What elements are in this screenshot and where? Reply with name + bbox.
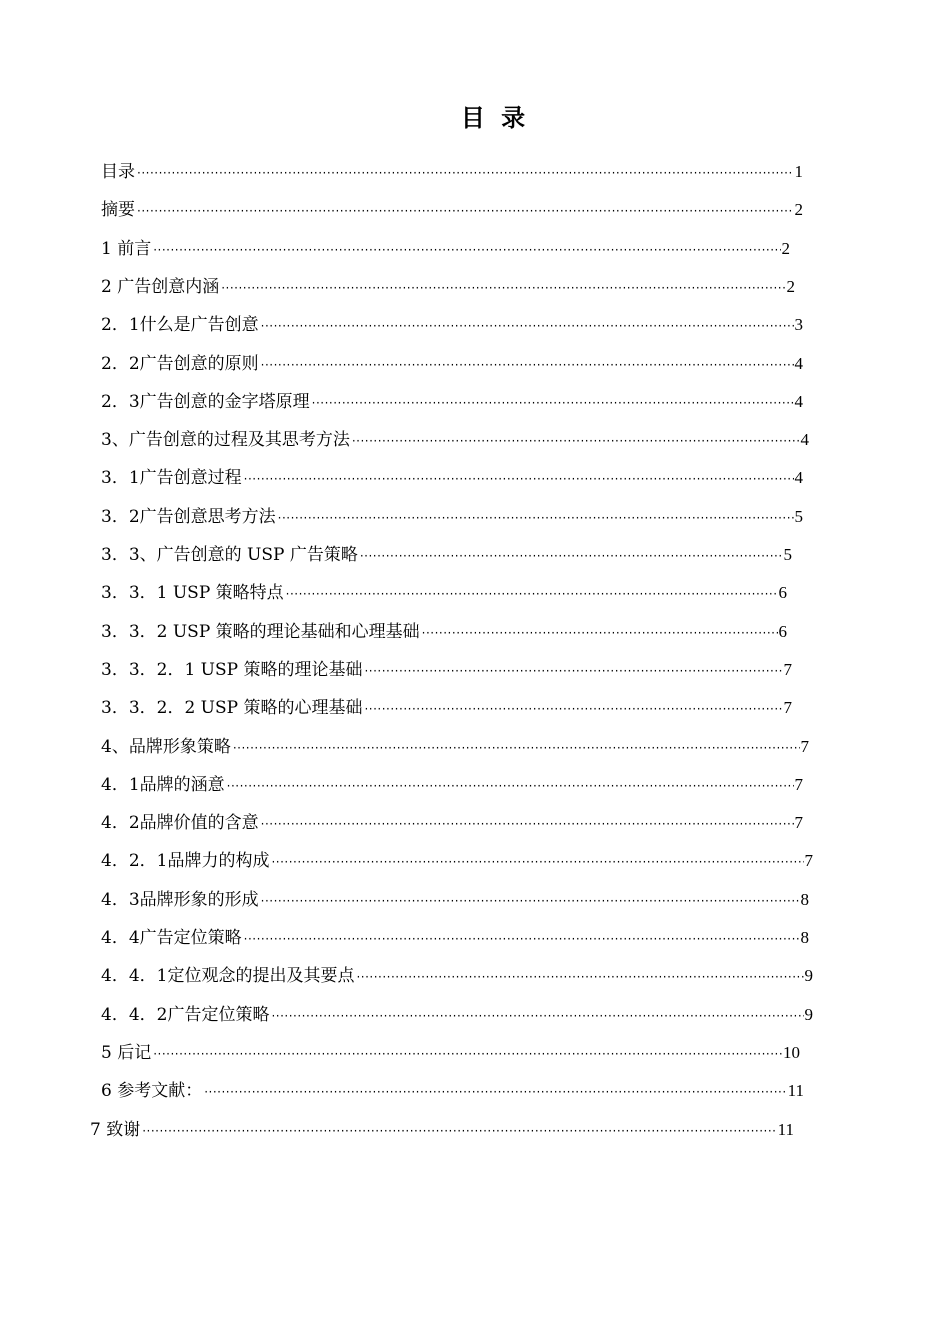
toc-entry[interactable] [101, 421, 809, 459]
toc-entry-page-number: 2 [794, 200, 803, 220]
toc-entry-page-number: 6 [778, 583, 787, 603]
toc-entry-page-number: 7 [783, 698, 792, 718]
toc-entry-label: 6 参考文献： [101, 1081, 203, 1102]
toc-dot-leader [142, 1112, 776, 1150]
toc-entry-label: 2 广告创意内涵 [101, 276, 220, 297]
toc-entry-page-number: 4 [794, 468, 803, 488]
toc-entry[interactable] [90, 1111, 794, 1149]
toc-dot-leader [422, 614, 778, 652]
toc-dot-leader [261, 307, 794, 345]
toc-entry-label: 4．4广告定位策略 [101, 928, 242, 948]
toc-dot-leader [271, 843, 803, 881]
toc-dot-leader [271, 997, 803, 1035]
toc-dot-leader [137, 192, 794, 230]
toc-entry-page-number: 7 [794, 774, 803, 794]
toc-entry-page-number: 1 [794, 162, 803, 181]
toc-entry[interactable] [101, 957, 813, 995]
toc-entry-label: 1 前言 [101, 238, 152, 259]
toc-entry-label: 4．4．1定位观念的提出及其要点 [101, 966, 355, 987]
toc-entry-page-number: 9 [804, 966, 813, 986]
toc-dot-leader [261, 346, 794, 384]
page-title: 目 录 [460, 104, 530, 132]
toc-dot-leader [137, 154, 794, 192]
toc-entry-label: 4、品牌形象策略 [101, 736, 231, 757]
toc-dot-leader [278, 499, 794, 537]
toc-entry-label: 4．3品牌形象的形成 [101, 889, 259, 910]
toc-entry-page-number: 7 [800, 736, 809, 756]
toc-entry-page-number: 3 [794, 315, 803, 335]
toc-entry[interactable] [101, 383, 803, 421]
toc-dot-leader [204, 1073, 786, 1111]
toc-entry[interactable] [101, 1072, 804, 1110]
toc-entry-page-number: 7 [804, 851, 813, 871]
toc-entry-page-number: 7 [783, 659, 792, 679]
toc-entry-page-number: 11 [787, 1081, 804, 1101]
toc-entry-label: 2．3广告创意的金字塔原理 [101, 391, 310, 412]
toc-dot-leader [244, 460, 794, 498]
toc-entry-label: 3．2广告创意思考方法 [101, 506, 276, 527]
toc-entry[interactable] [101, 996, 813, 1034]
toc-entry-label: 摘要 [101, 200, 135, 221]
toc-dot-leader [153, 1035, 782, 1073]
toc-entry-page-number: 8 [800, 889, 809, 909]
toc-entry-page-number: 5 [783, 545, 792, 564]
toc-entry-label: 3、广告创意的过程及其思考方法 [101, 430, 350, 451]
toc-entry[interactable] [101, 306, 803, 344]
toc-entry-label: 4．2品牌价值的含意 [101, 813, 259, 834]
toc-entry[interactable] [101, 881, 809, 919]
toc-dot-leader [244, 920, 800, 958]
toc-entry-label: 5 后记 [101, 1042, 152, 1063]
toc-entry[interactable] [101, 613, 787, 651]
toc-entry-label: 2．2广告创意的原则 [101, 353, 259, 374]
toc-entry-page-number: 9 [804, 1004, 813, 1024]
toc-entry-label: 7 致谢 [90, 1119, 141, 1140]
toc-dot-leader [227, 767, 794, 805]
toc-entry-label: 目录 [101, 162, 135, 182]
toc-dot-leader [360, 537, 783, 575]
toc-entry[interactable] [101, 728, 809, 766]
toc-entry-page-number: 4 [794, 391, 803, 411]
toc-entry-label: 3．3．2．2 USP 策略的心理基础 [101, 698, 363, 719]
toc-entry[interactable] [101, 689, 792, 727]
toc-entry-label: 4．2．1品牌力的构成 [101, 851, 270, 872]
toc-entry-page-number: 8 [800, 928, 809, 947]
toc-entry-label: 2．1什么是广告创意 [101, 315, 259, 336]
toc-entry-label: 3．3．1 USP 策略特点 [101, 583, 284, 604]
toc-dot-leader [153, 231, 780, 269]
toc-entry-page-number: 7 [794, 813, 803, 833]
toc-dot-leader [261, 882, 800, 920]
toc-entry[interactable] [101, 804, 803, 842]
toc-entry-page-number: 2 [786, 276, 795, 296]
toc-entry[interactable] [101, 919, 809, 957]
toc-entry-page-number: 10 [783, 1042, 800, 1062]
toc-entry[interactable] [101, 536, 792, 574]
toc-dot-leader [356, 958, 803, 996]
toc-entry-label: 3．3．2 USP 策略的理论基础和心理基础 [101, 621, 420, 642]
toc-dot-leader [221, 269, 785, 307]
toc-entry[interactable] [101, 345, 803, 383]
toc-entry[interactable] [101, 153, 803, 191]
toc-dot-leader [352, 422, 800, 460]
toc-entry-label: 3．3、广告创意的 USP 广告策略 [101, 545, 358, 565]
toc-entry-page-number: 5 [794, 506, 803, 526]
toc-entry-page-number: 4 [794, 353, 803, 373]
toc-dot-leader [233, 729, 800, 767]
toc-dot-leader [286, 575, 778, 613]
toc-entry-page-number: 6 [778, 621, 787, 641]
toc-entry[interactable] [101, 1034, 800, 1072]
toc-entry[interactable] [101, 574, 787, 612]
toc-entry[interactable] [101, 766, 803, 804]
toc-entry[interactable] [101, 268, 795, 306]
toc-dot-leader [312, 384, 794, 422]
toc-entry[interactable] [101, 498, 803, 536]
toc-entry-page-number: 2 [781, 238, 790, 258]
toc-entry-label: 4．1品牌的涵意 [101, 774, 225, 795]
toc-dot-leader [364, 690, 782, 728]
toc-entry-label: 4．4．2广告定位策略 [101, 1004, 270, 1025]
toc-entry-page-number: 4 [800, 430, 809, 450]
toc-entry-page-number: 11 [777, 1119, 794, 1139]
toc-entry[interactable] [101, 842, 813, 880]
toc-entry[interactable] [101, 459, 803, 497]
toc-entry-label: 3．3．2．1 USP 策略的理论基础 [101, 659, 363, 680]
toc-entry[interactable] [101, 651, 792, 689]
toc-dot-leader [364, 652, 782, 690]
toc-entry[interactable] [101, 230, 790, 268]
toc-dot-leader [261, 805, 794, 843]
toc-entry-label: 3．1广告创意过程 [101, 468, 242, 489]
toc-entry[interactable] [101, 191, 803, 229]
